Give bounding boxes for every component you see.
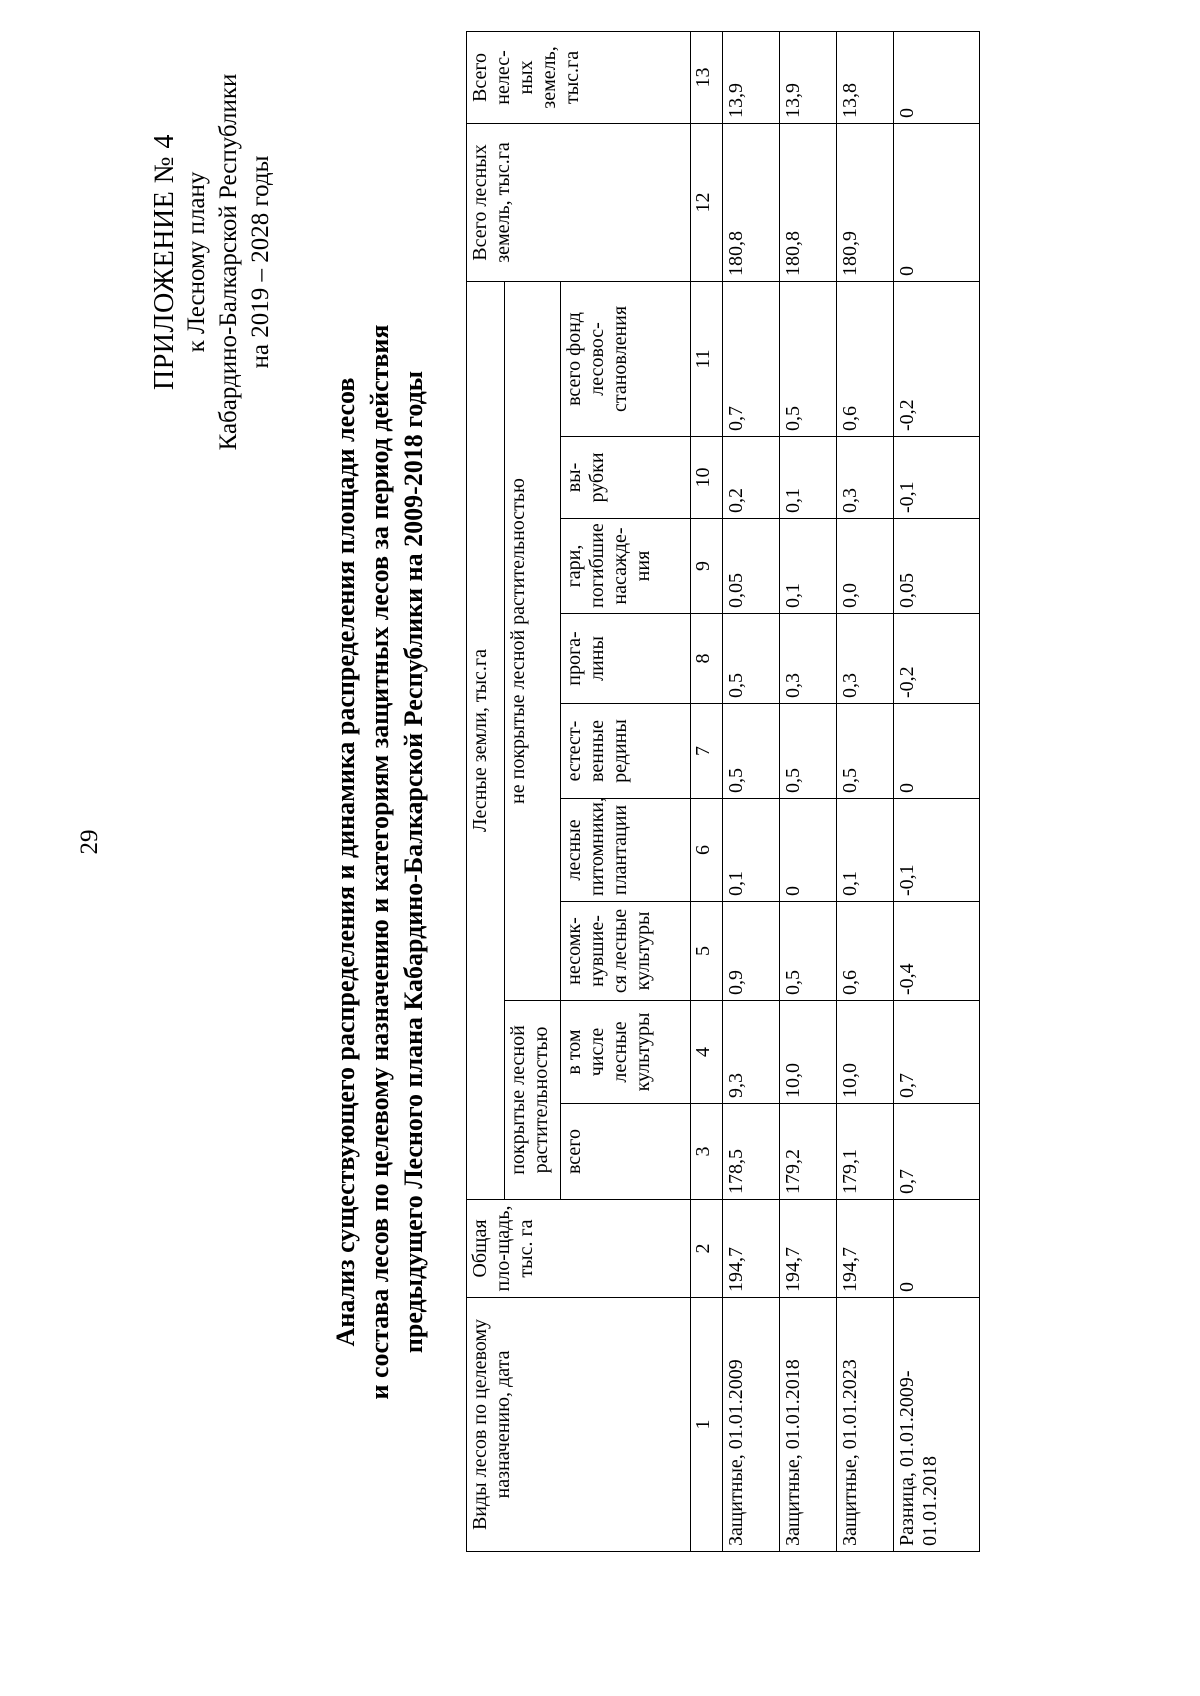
table-cell: 0,1 [837,799,894,902]
column-number: 2 [691,1200,723,1298]
table-cell: 0,5 [722,704,779,799]
table-rotator [466,32,980,1552]
table-cell: 0,3 [780,614,837,704]
document-title-line-2: и состава лесов по целевому назначению и категориям защитных лесов за период действия [365,324,394,1400]
table-cell: 0,6 [837,281,894,436]
table-row [722,31,779,1551]
table-cell: 178,5 [722,1104,779,1200]
table-cell: 0,5 [722,614,779,704]
table-cell: 13,9 [722,31,779,123]
table-cell: -0,4 [894,902,980,1001]
table-cell: 0,1 [780,437,837,519]
table-cell: 10,0 [780,1001,837,1104]
table-cell: 0,6 [837,902,894,1001]
column-number: 8 [691,614,723,704]
row-label: Защитные, 01.01.2009 [722,1298,779,1552]
table-cell: 0,1 [780,519,837,614]
row-label: Разница, 01.01.2009-01.01.2018 [894,1298,980,1552]
header-total-nonforest-lands: Всего нелес-ных земель, тыс.га [467,31,691,123]
column-number: 9 [691,519,723,614]
table-cell: 0,0 [837,519,894,614]
column-number: 5 [691,902,723,1001]
table-cell: 194,7 [722,1200,779,1298]
appendix-line-3: на 2019 – 2028 годы [247,155,274,369]
table-cell: 0,05 [894,519,980,614]
header-covered: покрытые лесной растительностью [505,1001,561,1200]
header-forest-lands: Лесные земли, тыс.га [467,281,505,1199]
table-cell: 180,8 [722,123,779,281]
table-row [894,31,980,1551]
table-cell: -0,2 [894,614,980,704]
column-number: 3 [691,1104,723,1200]
table-cell: -0,1 [894,799,980,902]
table-cell: 0 [894,31,980,123]
table-cell: 0,7 [722,281,779,436]
column-number: 7 [691,704,723,799]
appendix-title: ПРИЛОЖЕНИЕ № 4 [149,134,180,390]
column-number: 12 [691,123,723,281]
header-incl-forest-cultures: в том числе лесные культуры [561,1001,691,1104]
header-unclosed-cultures: несомк-нувшие-ся лесные культуры [561,902,691,1001]
document-title-line-3: предыдущего Лесного плана Кабардино-Балкарской Республики на 2009-2018 годы [399,370,428,1354]
header-total: всего [561,1104,691,1200]
table-cell: 0 [894,704,980,799]
table-cell: 0,1 [722,799,779,902]
table-cell: 0,5 [837,704,894,799]
table-cell: 0,2 [722,437,779,519]
table-cell: 0,05 [722,519,779,614]
table-cell: 0,3 [837,437,894,519]
table-area [466,32,980,1552]
table-cell: 10,0 [837,1001,894,1104]
table-cell: 0,9 [722,902,779,1001]
table-cell: 13,9 [780,31,837,123]
table-cell: -0,1 [894,437,980,519]
document-title [295,212,465,1512]
table-cell: 0,5 [780,281,837,436]
table-cell: 0,7 [894,1001,980,1104]
table-cell: 0 [894,123,980,281]
table-row [780,31,837,1551]
table-cell: 194,7 [837,1200,894,1298]
appendix-line-1: к Лесному плану [183,171,210,353]
column-number: 11 [691,281,723,436]
table-cell: 194,7 [780,1200,837,1298]
document-title-line-1: Анализ существующего распределения и динамика распределения площади лесов [331,377,360,1347]
table-cell: 180,8 [780,123,837,281]
appendix-line-2: Кабардино-Балкарской Республики [215,73,242,451]
column-number: 1 [691,1298,723,1552]
column-number: 6 [691,799,723,902]
column-number: 10 [691,437,723,519]
table-cell: 0 [894,1200,980,1298]
forest-distribution-table [466,31,980,1552]
header-natural-sparse: естест-венные редины [561,704,691,799]
table-cell: 13,8 [837,31,894,123]
header-reforestation-fund: всего фонд лесовос-становления [561,281,691,436]
column-number: 13 [691,31,723,123]
header-total-area: Общая пло-щадь, тыс. га [467,1200,691,1298]
header-nurseries: лесные питомники, плантации [561,799,691,902]
table-cell: -0,2 [894,281,980,436]
header-burnt: гари, погибшие насажде-ния [561,519,691,614]
row-label: Защитные, 01.01.2023 [837,1298,894,1552]
table-cell: 0,5 [780,704,837,799]
table-cell: 0 [780,799,837,902]
appendix-header [143,0,283,612]
column-numbers-row [691,31,723,1551]
row-label: Защитные, 01.01.2018 [780,1298,837,1552]
header-not-covered: не покрытые лесной растительностью [505,281,561,1000]
table-cell: 0,3 [837,614,894,704]
table-cell: 179,2 [780,1104,837,1200]
page-number: 29 [76,829,103,855]
header-forest-type: Виды лесов по целевому назначению, дата [467,1298,691,1552]
header-cuttings: вы-рубки [561,437,691,519]
header-glades: прога-лины [561,614,691,704]
table-cell: 0,5 [780,902,837,1001]
table-row [837,31,894,1551]
table-cell: 179,1 [837,1104,894,1200]
header-total-forest-lands: Всего лесных земель, тыс.га [467,123,691,281]
table-cell: 9,3 [722,1001,779,1104]
table-cell: 0,7 [894,1104,980,1200]
table-cell: 180,9 [837,123,894,281]
column-number: 4 [691,1001,723,1104]
